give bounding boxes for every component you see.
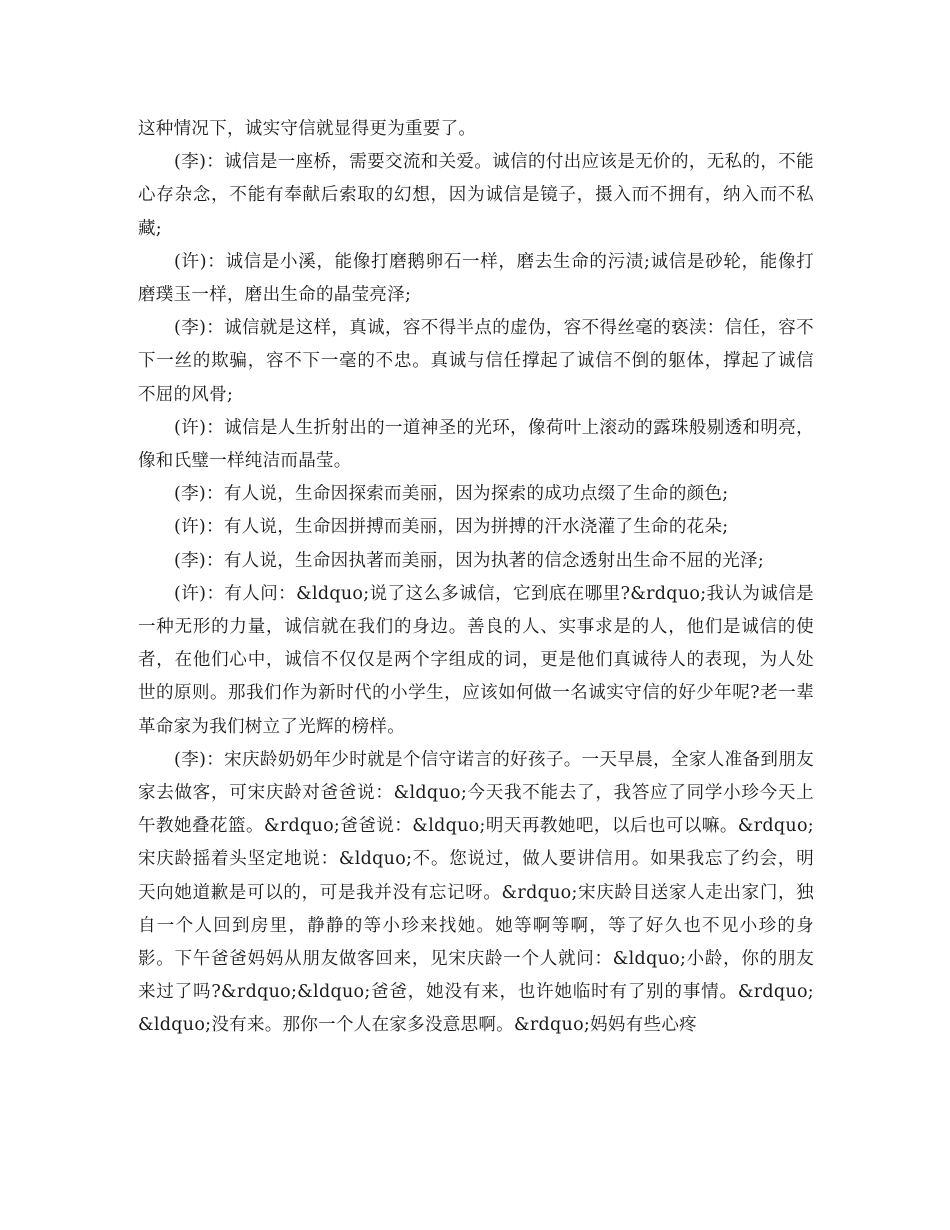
paragraph-xu-question: (许)：有人问：&ldquo;说了这么多诚信，它到底在哪里?&rdquo;我认为诚信是一种无形的力量，诚信就在我们的身边。善良的人、实事求是的人，他们是诚信的使者，在他们心中，诚信不仅仅是两个字组成的词，更是他们真诚待人的表现，为人处世的原则。那我们作为新时代的小学生，应该如何做一名诚实守信的好少年呢?老一辈革命家为我们树立了光辉的榜样。	[138, 583, 814, 737]
paragraph-xu-strive: (许)：有人说，生命因拼搏而美丽，因为拼搏的汗水浇灌了生命的花朵;	[174, 517, 729, 538]
document-body	[138, 113, 814, 1043]
paragraph-li-bridge: (李)：诚信是一座桥，需要交流和关爱。诚信的付出应该是无价的，无私的，不能心存杂念，不能有奉献后索取的幻想，因为诚信是镜子，摄入而不拥有，纳入而不私藏;	[138, 152, 814, 239]
paragraph-li-explore: (李)：有人说，生命因探索而美丽，因为探索的成功点缀了生命的颜色;	[174, 484, 729, 505]
paragraph-xu-stream: (许)：诚信是小溪，能像打磨鹅卵石一样，磨去生命的污渍;诚信是砂轮，能像打磨璞玉一样，磨出生命的晶莹亮泽;	[138, 251, 814, 306]
paragraph-intro: 这种情况下，诚实守信就显得更为重要了。	[138, 119, 477, 139]
paragraph-li-story: (李)：宋庆龄奶奶年少时就是个信守诺言的好孩子。一天早晨，全家人准备到朋友家去做客，可宋庆龄对爸爸说：&ldquo;今天我不能去了，我答应了同学小珍今天上午教她叠花篮。&rdquo;爸爸说：&ldquo;明天再教她吧，以后也可以嘛。&rdquo;宋庆龄摇着头坚定地说：&ldquo;不。您说过，做人要讲信用。如果我忘了约会，明天向她道歉是可以的，可是我并没有忘记呀。&rdquo;宋庆龄目送家人走出家门，独自一个人回到房里，静静的等小珍来找她。她等啊等啊，等了好久也不见小珍的身影。下午爸爸妈妈从朋友做客回来，见宋庆龄一个人就问：&ldquo;小龄，你的朋友来过了吗?&rdquo;&ldquo;爸爸，她没有来，也许她临时有了别的事情。&rdquo;&ldquo;没有来。那你一个人在家多没意思啊。&rdquo;妈妈有些心疼	[138, 749, 814, 1036]
paragraph-xu-halo: (许)：诚信是人生折射出的一道神圣的光环，像荷叶上滚动的露珠般剔透和明亮，像和氏璧一样纯洁而晶莹。	[138, 417, 814, 472]
paragraph-li-sincerity: (李)：诚信就是这样，真诚，容不得半点的虚伪，容不得丝毫的亵渎：信任，容不下一丝的欺骗，容不下一毫的不忠。真诚与信任撑起了诚信不倒的躯体，撑起了诚信不屈的风骨;	[138, 318, 814, 405]
paragraph-li-persist: (李)：有人说，生命因执著而美丽，因为执著的信念透射出生命不屈的光泽;	[174, 550, 765, 571]
